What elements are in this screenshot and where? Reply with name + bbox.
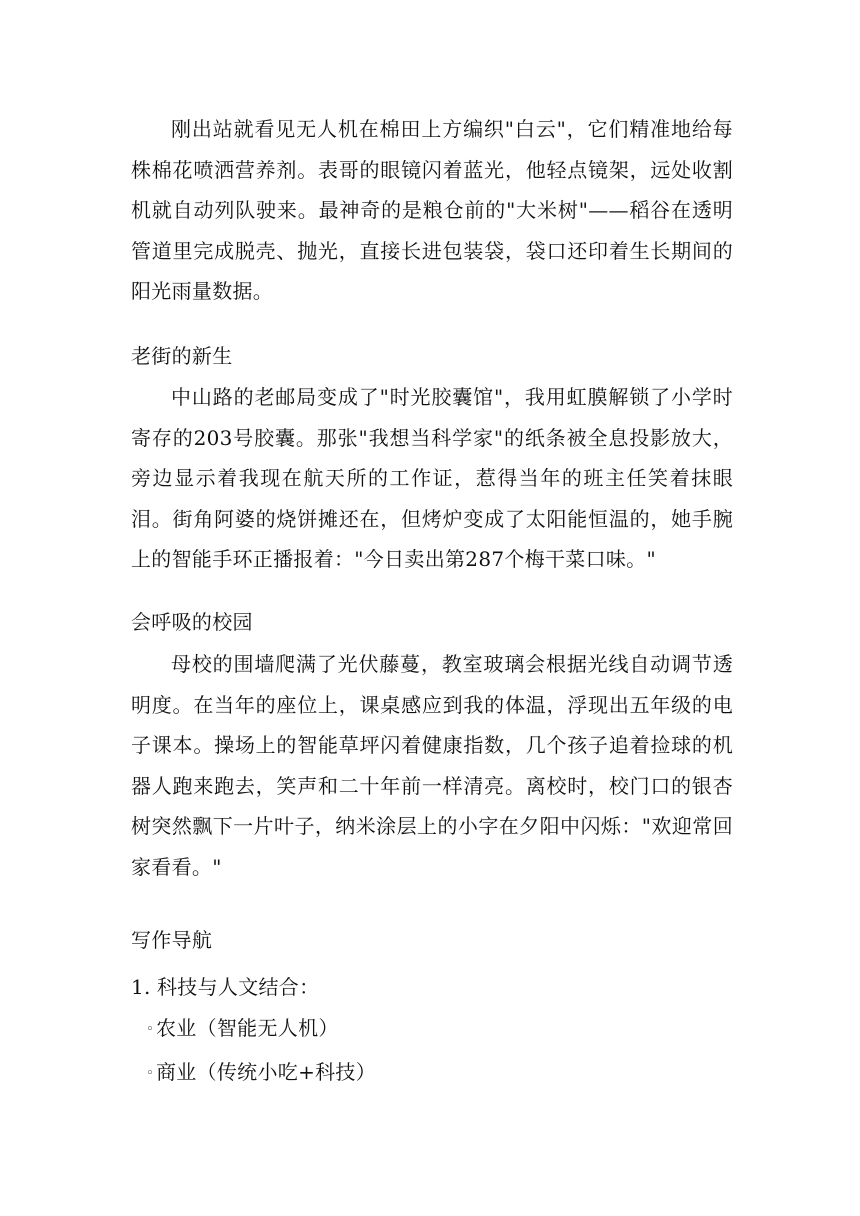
paragraph-old-street: 中山路的老邮局变成了"时光胶囊馆"，我用虹膜解锁了小学时寄存的203号胶囊。那张"我想当科学家"的纸条被全息投影放大，旁边显示着我现在航天所的工作证，惹得当年的班主任笑着抹眼泪。街角阿婆的烧饼摊还在，但烤炉变成了太阳能恒温的，她手腕上的智能手环正播报着："今日卖出第287个梅干菜口味。" bbox=[131, 385, 733, 571]
sub-item-text: 农业（智能无人机） bbox=[155, 1016, 339, 1040]
list-number: 1. bbox=[131, 975, 151, 999]
sub-item-text: 商业（传统小吃+科技） bbox=[155, 1060, 377, 1084]
paragraph-breathing-campus: 母校的围墙爬满了光伏藤蔓，教室玻璃会根据光线自动调节透明度。在当年的座位上，课桌感应到我的体温，浮现出五年级的电子课本。操场上的智能草坪闪着健康指数，几个孩子追着捡球的机器人跑来跑去，笑声和二十年前一样清亮。离校时，校门口的银杏树突然飘下一片叶子，纳米涂层上的小字在夕阳中闪烁："欢迎常回家看看。" bbox=[131, 652, 733, 879]
guide-list-item bbox=[131, 972, 733, 1002]
list-item-text: 科技与人文结合： bbox=[157, 975, 320, 999]
section-heading-old-street: 老街的新生 bbox=[131, 344, 233, 368]
section-heading-breathing-campus: 会呼吸的校园 bbox=[131, 610, 253, 634]
hollow-bullet-icon: ◦ bbox=[146, 1065, 154, 1081]
hollow-bullet-icon: ◦ bbox=[146, 1021, 154, 1037]
guide-sub-item-agriculture bbox=[146, 1013, 339, 1045]
writing-guide-title: 写作导航 bbox=[131, 928, 213, 952]
guide-sub-item-commerce bbox=[146, 1057, 376, 1089]
paragraph-cotton-field: 刚出站就看见无人机在棉田上方编织"白云"，它们精准地给每株棉花喷洒营养剂。表哥的眼镜闪着蓝光，他轻点镜架，远处收割机就自动列队驶来。最神奇的是粮仓前的"大米树"——稻谷在透明管道里完成脱壳、抛光，直接长进包装袋，袋口还印着生长期间的阳光雨量数据。 bbox=[131, 117, 733, 303]
